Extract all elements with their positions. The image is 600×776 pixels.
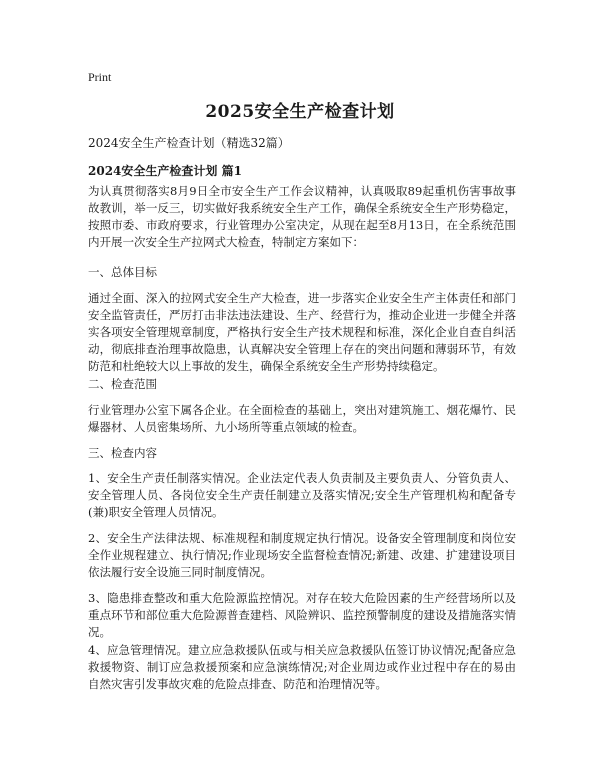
heading-inspection-scope: 二、检查范围 — [88, 377, 157, 391]
heading-overall-goal: 一、总体目标 — [88, 265, 157, 279]
print-link[interactable]: Print — [88, 70, 112, 84]
content-item-4: 4、应急管理情况。建立应急救援队伍或与相关应急救援队伍签订协议情况;配备应急救援物资、制订应急救援预案和应急演练情况;对企业周边或作业过程中存在的易由自然灾害引发事故灾难的危险点排查、防范和治理情况等。 — [88, 643, 516, 691]
section-heading: 2024安全生产检查计划 篇1 — [88, 164, 242, 178]
inspection-scope-paragraph: 行业管理办公室下属各企业。在全面检查的基础上，突出对建筑施工、烟花爆竹、民爆器材、人员密集场所、九小场所等重点领域的检查。 — [88, 403, 516, 434]
overall-goal-paragraph: 通过全面、深入的拉网式安全生产大检查，进一步落实企业安全生产主体责任和部门安全监管责任，严厉打击非法违法建设、生产、经营行为，推动企业进一步健全并落实各项安全管理规章制度，严格执行安全生产技术规程和标准，深化企业自查自纠活动，彻底排查治理事故隐患，认真解决安全管理上存在的突出问题和薄弱环节，有效防范和杜绝较大以上事故的发生，确保全系统安全生产形势持续稳定。 — [88, 291, 516, 373]
intro-paragraph: 为认真贯彻落实8月9日全市安全生产工作会议精神，认真吸取89起重机伤害事故事故教训，举一反三，切实做好我系统安全生产工作，确保全系统安全生产形势稳定，按照市委、市政府要求，行业管理办公室决定，从现在起至8月13日，在全系统范围内开展一次安全生产拉网式大检查，特制定方案如下： — [88, 184, 516, 249]
content-item-2: 2、安全生产法律法规、标准规程和制度规定执行情况。设备安全管理制度和岗位安全作业规程建立、执行情况;作业现场安全监督检查情况;新建、改建、扩建建设项目依法履行安全设施三同时制度情况。 — [88, 531, 516, 579]
document-title: 2025安全生产检查计划 — [205, 102, 395, 122]
content-item-1: 1、安全生产责任制落实情况。企业法定代表人负责制及主要负责人、分管负责人、安全管理人员、各岗位安全生产责任制建立及落实情况;安全生产管理机构和配备专(兼)职安全管理人员情况。 — [88, 471, 516, 519]
content-item-3: 3、隐患排查整改和重大危险源监控情况。对存在较大危险因素的生产经营场所以及重点环节和部位重大危险源普查建档、风险辨识、监控预警制度的建设及措施落实情况。 — [88, 591, 516, 639]
heading-inspection-content: 三、检查内容 — [88, 446, 157, 460]
document-subtitle: 2024安全生产检查计划（精选32篇） — [88, 136, 290, 150]
